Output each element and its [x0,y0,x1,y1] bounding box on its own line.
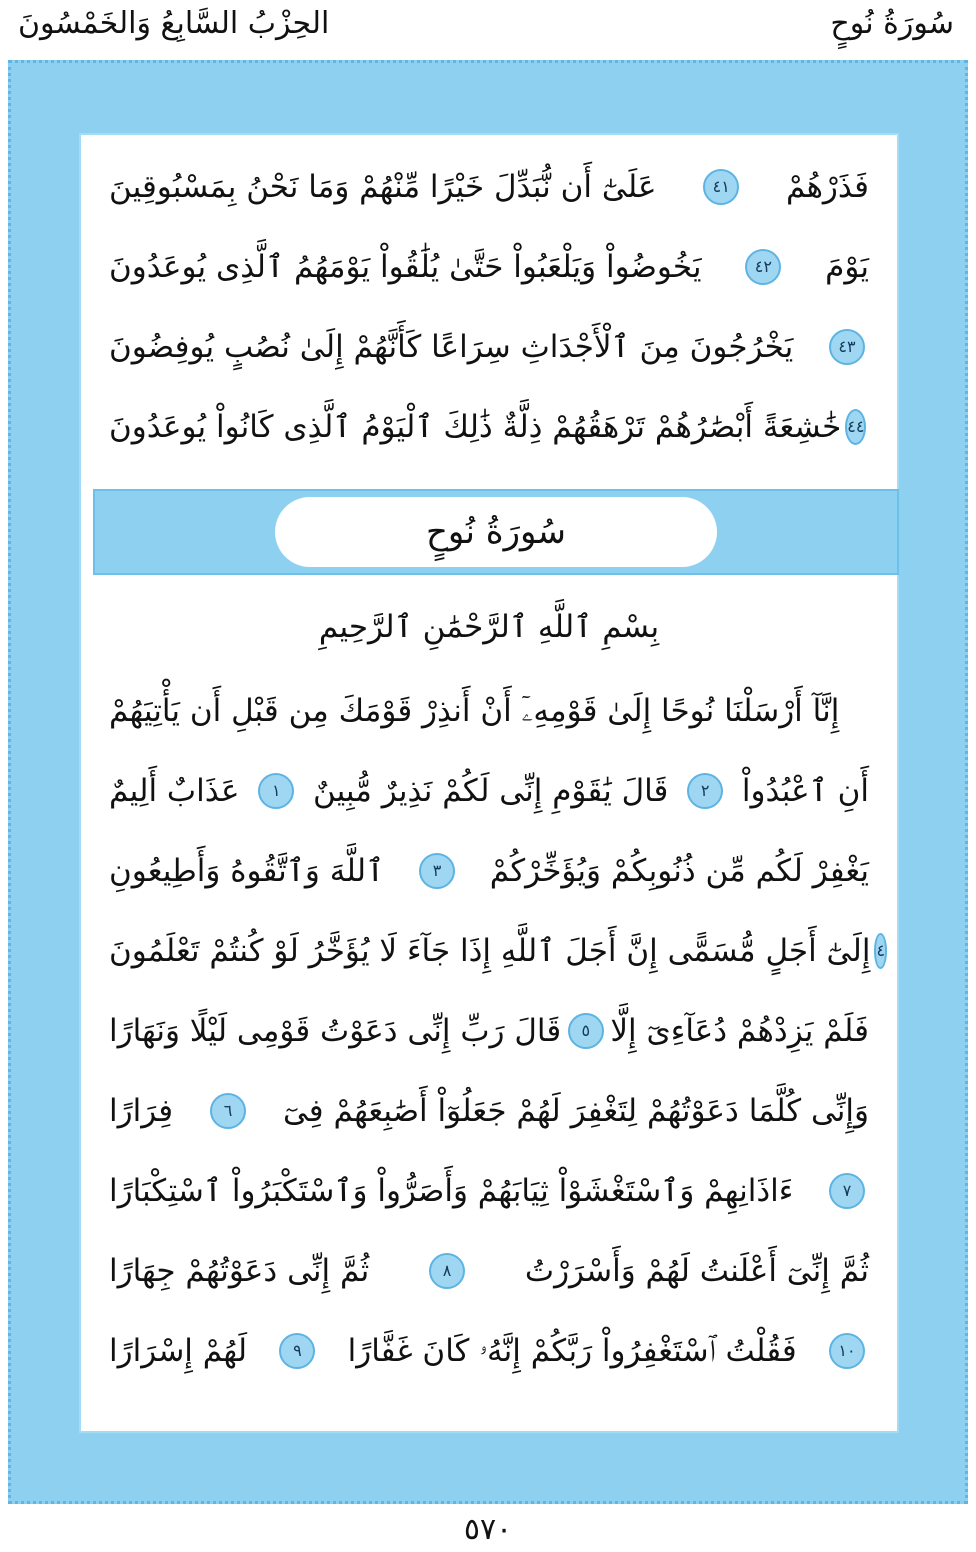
verse-text: يَخْرُجُونَ مِنَ ٱلْأَجْدَاثِ سِرَاعًا كَأَنَّهُمْ إِلَىٰ نُصُبٍ يُوفِضُونَ [109,329,794,365]
page-number: ٥٧٠ [463,1512,513,1547]
verse-text: يَغْفِرْ لَكُم مِّن ذُنُوبِكُمْ وَيُؤَخِّرْكُمْ [489,853,869,889]
verse-text: فِرَارًا [109,1093,174,1129]
surah-label: سُورَةُ نُوحٍ [830,6,954,41]
ayah-number-marker: ٤٣ [829,329,865,365]
verse-text: ثُمَّ إِنِّى دَعَوْتُهُمْ جِهَارًا [109,1253,370,1289]
verse-line [109,1231,869,1311]
verse-text: ثُمَّ إِنِّىٓ أَعْلَنتُ لَهُمْ وَأَسْرَرْتُ [524,1253,869,1289]
juz-label: الحِزْبُ السَّابِعُ وَالخَمْسُونَ [18,6,330,41]
verse-text: قَالَ يَٰقَوْمِ إِنِّى لَكُمْ نَذِيرٌ مُّبِينٌ [312,773,669,809]
surah-banner [93,489,899,575]
verse-line [109,751,869,831]
ayah-number-marker: ٢ [687,773,723,809]
verse-text: عَلَىٰٓ أَن نُّبَدِّلَ خَيْرًا مِّنْهُمْ وَمَا نَحْنُ بِمَسْبُوقِينَ [109,169,657,205]
verses-top [109,147,869,467]
ayah-number-marker: ٨ [429,1253,465,1289]
verse-text: خَٰشِعَةً أَبْصَٰرُهُمْ تَرْهَقُهُمْ ذِلَّةٌ ذَٰلِكَ ٱلْيَوْمُ ٱلَّذِى كَانُواْ يُوعَدُونَ [109,409,842,445]
page-frame [8,60,968,1504]
ayah-number-marker: ٧ [829,1173,865,1209]
ayah-number-marker: ٩ [279,1333,315,1369]
verse-line [109,1071,869,1151]
surah-banner-title: سُورَةُ نُوحٍ [275,497,717,567]
ayah-number-marker: ٤١ [703,169,739,205]
verse-line [109,307,869,387]
ayah-number-marker: ١٠ [829,1333,865,1369]
verse-text: فَذَرْهُمْ [785,169,869,205]
verse-text: وَإِنِّى كُلَّمَا دَعَوْتُهُمْ لِتَغْفِرَ لَهُمْ جَعَلُوٓاْ أَصَٰبِعَهُمْ فِىٓ [282,1093,869,1129]
verse-text: يَوْمَ [825,249,869,285]
verse-text: ٱللَّهَ وَٱتَّقُوهُ وَأَطِيعُونِ [109,853,385,889]
verse-text: لَهُمْ إِسْرَارًا [109,1333,248,1369]
verse-line [109,831,869,911]
verse-text: قَالَ رَبِّ إِنِّى دَعَوْتُ قَوْمِى لَيْلًا وَنَهَارًا [109,1013,562,1049]
basmala: بِسْمِ ٱللَّهِ ٱلرَّحْمَٰنِ ٱلرَّحِيمِ [318,609,660,645]
basmala-block [109,587,869,667]
verse-line [109,227,869,307]
verses-bottom [109,671,886,1391]
ayah-number-marker: ٤٤ [845,409,866,445]
verse-text: أَنِ ٱعْبُدُواْ [741,773,869,809]
verse-line [109,1151,869,1231]
ayah-number-marker: ١ [258,773,294,809]
verse-text: ءَاذَانِهِمْ وَٱسْتَغْشَوْاْ ثِيَابَهُمْ وَأَصَرُّواْ وَٱسْتَكْبَرُواْ ٱسْتِكْبَارًا [109,1173,794,1209]
ayah-number-marker: ٤٢ [745,249,781,285]
text-panel [79,133,899,1433]
verse-line [109,991,869,1071]
verse-line [109,911,886,991]
verse-text: إِلَىٰٓ أَجَلٍ مُّسَمًّى إِنَّ أَجَلَ ٱللَّهِ إِذَا جَآءَ لَا يُؤَخَّرُ لَوْ كُنتُمْ تَعْلَمُونَ [109,933,871,969]
verse-text: فَقُلْتُ ٱسْتَغْفِرُواْ رَبَّكُمْ إِنَّهُۥ كَانَ غَفَّارًا [347,1332,797,1369]
verse-line [109,387,869,467]
page-header [0,0,976,56]
verse-text: يَخُوضُواْ وَيَلْعَبُواْ حَتَّىٰ يُلَٰقُواْ يَوْمَهُمُ ٱلَّذِى يُوعَدُونَ [109,249,702,285]
verse-line [109,1311,869,1391]
ayah-number-marker: ٤ [874,933,887,969]
ayah-number-marker: ٥ [568,1013,604,1049]
verse-text: فَلَمْ يَزِدْهُمْ دُعَآءِىٓ إِلَّا [610,1013,869,1049]
verse-text: إِنَّآ أَرْسَلْنَا نُوحًا إِلَىٰ قَوْمِهِۦٓ أَنْ أَنذِرْ قَوْمَكَ مِن قَبْلِ أَن يَأْتِيَهُمْ [109,692,840,729]
verse-line [109,671,869,751]
verse-line [109,147,869,227]
ayah-number-marker: ٦ [210,1093,246,1129]
verse-text: عَذَابٌ أَلِيمٌ [109,773,240,809]
ayah-number-marker: ٣ [419,853,455,889]
